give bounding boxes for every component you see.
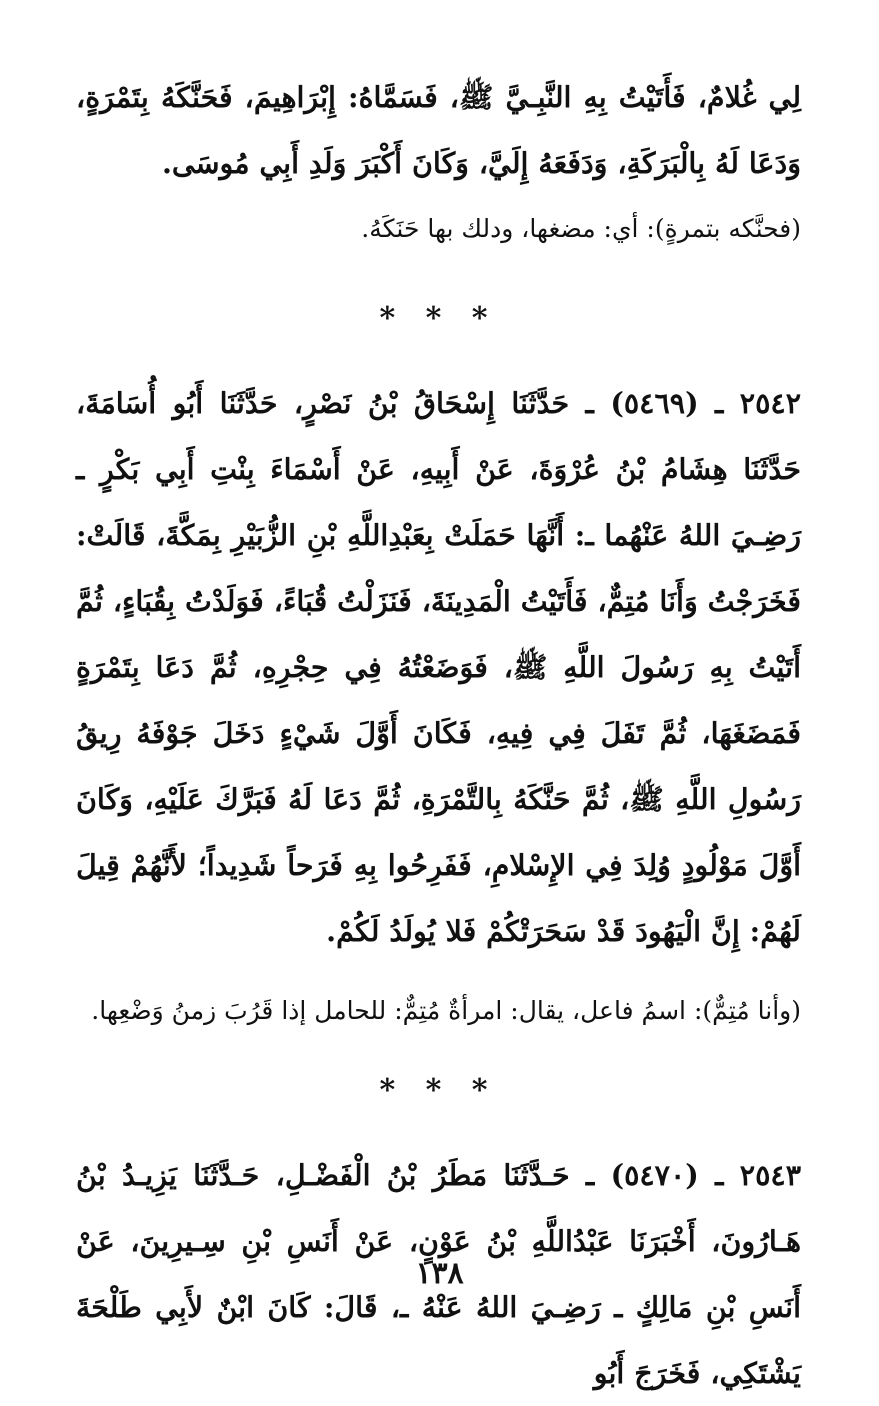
- page-number: ١٣٨: [415, 1256, 464, 1291]
- hadith-2542-paragraph: ٢٥٤٢ ـ (٥٤٦٩) ـ حَدَّثَنَا إِسْحَاقُ بْنُ نَصْرٍ، حَدَّثَنَا أَبُو أُسَامَةَ، حَدَّثَنَا هِشَامُ بْنُ عُرْوَةَ، عَنْ أَبِيهِ، عَنْ أَسْمَاءَ بِنْتِ أَبِي بَكْرٍ ـ رَضِـيَ اللهُ عَنْهُما ـ: أَنَّهَا حَمَلَتْ بِعَبْدِاللَّهِ بْنِ الزُّبَيْرِ بِمَكَّةَ، قَالَتْ: فَخَرَجْتُ وَأَنَا مُتِمٌّ، فَأَتَيْتُ الْمَدِينَةَ، فَنَزَلْتُ قُبَاءً، فَوَلَدْتُ بِقُبَاءٍ، ثُمَّ أَتَيْتُ بِهِ رَسُولَ اللَّهِ ﷺ، فَوَضَعْتُهُ فِي حِجْرِهِ، ثُمَّ دَعَا بِتَمْرَةٍ فَمَضَغَهَا، ثُمَّ تَفَلَ فِي فِيهِ، فَكَانَ أَوَّلَ شَيْءٍ دَخَلَ جَوْفَهُ رِيقُ رَسُولِ اللَّهِ ﷺ، ثُمَّ حَنَّكَهُ بِالتَّمْرَةِ، ثُمَّ دَعَا لَهُ فَبَرَّكَ عَلَيْهِ، وَكَانَ أَوَّلَ مَوْلُودٍ وُلِدَ فِي الإِسْلامِ، فَفَرِحُوا بِهِ فَرَحاً شَدِيداً؛ لأَنَّهُمْ قِيلَ لَهُمْ: إِنَّ الْيَهُودَ قَدْ سَحَرَتْكُمْ فَلا يُولَدُ لَكُمْ.: [76, 386, 801, 948]
- section-separator: * * *: [379, 1073, 498, 1108]
- explanatory-note-1: (فحنَّكه بتمرةٍ): أي: مضغها، ودلك بها حَنَكَهُ.: [361, 214, 801, 243]
- section-separator: * * *: [379, 301, 498, 336]
- explanatory-note-2: (وأنا مُتِمٌّ): اسمُ فاعل، يقال: امرأةٌ مُتِمٌّ: للحامل إذا قَرُبَ زمنُ وَضْعِها.: [91, 996, 801, 1025]
- hadith-continuation-paragraph: لِي غُلامٌ، فَأَتَيْتُ بِهِ النَّبِـيَّ ﷺ، فَسَمَّاهُ: إِبْرَاهِيمَ، فَحَنَّكَهُ بِتَمْرَةٍ، وَدَعَا لَهُ بِالْبَرَكَةِ، وَدَفَعَهُ إِلَيَّ، وَكَانَ أَكْبَرَ وَلَدِ أَبِي مُوسَى.: [76, 80, 801, 180]
- hadith-2543-paragraph: ٢٥٤٣ ـ (٥٤٧٠) ـ حَـدَّثَنَا مَطَرُ بْنُ الْفَضْـلِ، حَـدَّثَنَا يَزِيـدُ بْنُ هَـارُونَ، أَخْبَرَنَا عَبْدُاللَّهِ بْنُ عَوْنٍ، عَنْ أَنَسِ بْنِ سِـيرِينَ، عَنْ أَنَسِ بْنِ مَالِكٍ ـ رَضِـيَ اللهُ عَنْهُ ـ، قَالَ: كَانَ ابْنٌ لأَبِي طَلْحَةَ يَشْتَكِي، فَخَرَجَ أَبُو: [76, 1158, 802, 1390]
